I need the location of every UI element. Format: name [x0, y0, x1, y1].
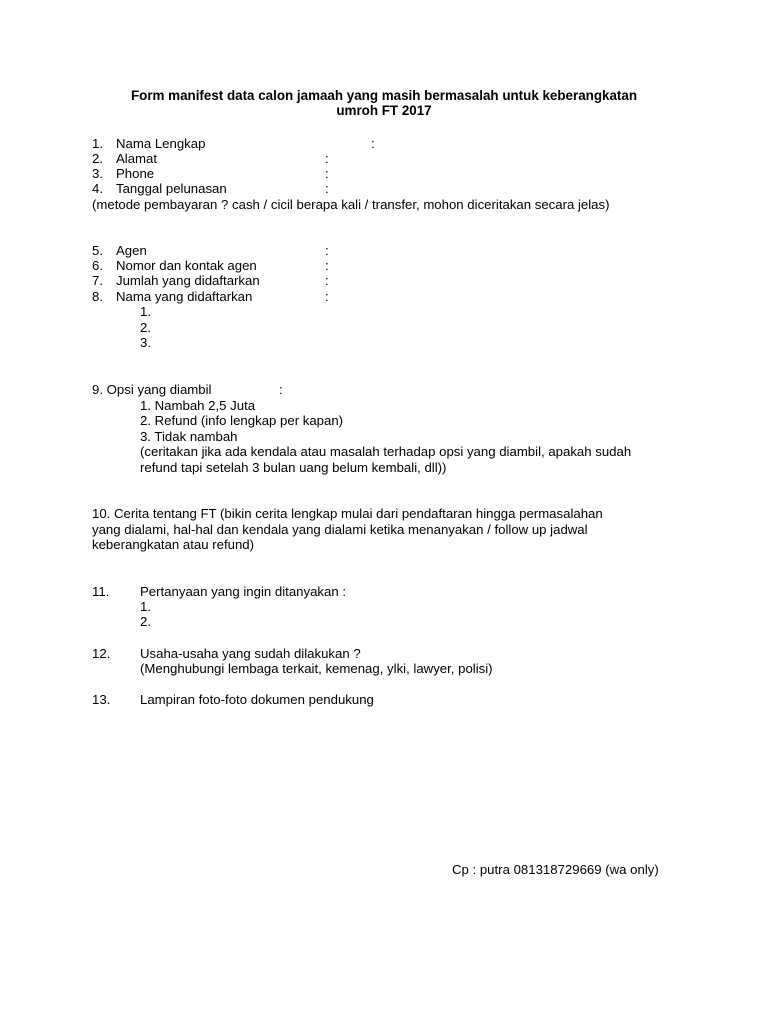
item-8-colon: : [325, 289, 329, 304]
option-note-line-1: (ceritakan jika ada kendala atau masalah terhadap opsi yang diambil, apakah sudah [140, 444, 632, 459]
item-9-label: 9. Opsi yang diambil [92, 382, 212, 397]
item-7-label: Jumlah yang didaftarkan [116, 273, 260, 288]
document-title-line-1: Form manifest data calon jamaah yang masih bermasalah untuk keberangkatan [130, 88, 638, 103]
option-3: 3. Tidak nambah [140, 429, 238, 444]
contact-person: Cp : putra 081318729669 (wa only) [452, 862, 659, 877]
item-1-colon: : [371, 136, 375, 151]
item-12-number: 12. [92, 646, 111, 661]
item-11-number: 11. [92, 584, 110, 599]
option-note-line-2: refund tapi setelah 3 bulan uang belum kembali, dll)) [140, 460, 447, 475]
item-6-colon: : [325, 258, 329, 273]
registered-name-slot-1: 1. [140, 304, 151, 319]
item-7-number: 7. [92, 273, 103, 288]
item-2-label: Alamat [116, 151, 158, 166]
payment-method-note: (metode pembayaran ? cash / cicil berapa kali / transfer, mohon diceritakan secara jelas) [92, 197, 610, 212]
item-6-label: Nomor dan kontak agen [116, 258, 257, 273]
item-13-label: Lampiran foto-foto dokumen pendukung [140, 692, 374, 707]
registered-name-slot-2: 2. [140, 320, 151, 335]
item-6-number: 6. [92, 258, 103, 273]
item-3-label: Phone [116, 166, 155, 181]
item-7-colon: : [325, 273, 329, 288]
item-2-number: 2. [92, 151, 103, 166]
item-5-label: Agen [116, 243, 147, 258]
option-2: 2. Refund (info lengkap per kapan) [140, 413, 344, 428]
item-2-colon: : [325, 151, 329, 166]
item-5-colon: : [325, 243, 329, 258]
item-12-note: (Menghubungi lembaga terkait, kemenag, ylki, lawyer, polisi) [140, 661, 493, 676]
item-12-label: Usaha-usaha yang sudah dilakukan ? [140, 646, 361, 661]
item-8-label: Nama yang didaftarkan [116, 289, 253, 304]
document-title-line-2: umroh FT 2017 [336, 103, 432, 118]
item-11-label: Pertanyaan yang ingin ditanyakan : [140, 584, 347, 599]
item-10-line-3: keberangkatan atau refund) [92, 537, 255, 552]
item-10-line-2: yang dialami, hal-hal dan kendala yang dialami ketika menanyakan / follow up jadwal [92, 522, 588, 537]
item-10-line-1: 10. Cerita tentang FT (bikin cerita lengkap mulai dari pendaftaran hingga permasalahan [92, 506, 603, 521]
registered-name-slot-3: 3. [140, 335, 151, 350]
item-4-number: 4. [92, 181, 103, 196]
item-3-colon: : [325, 166, 329, 181]
item-1-label: Nama Lengkap [116, 136, 206, 151]
item-8-number: 8. [92, 289, 103, 304]
item-4-colon: : [325, 181, 329, 196]
item-5-number: 5. [92, 243, 103, 258]
item-13-number: 13. [92, 692, 111, 707]
item-3-number: 3. [92, 166, 103, 181]
option-1: 1. Nambah 2,5 Juta [140, 398, 256, 413]
item-4-label: Tanggal pelunasan [116, 181, 227, 196]
question-slot-1: 1. [140, 599, 151, 614]
item-1-number: 1. [92, 136, 103, 151]
question-slot-2: 2. [140, 614, 151, 629]
item-9-colon: : [279, 382, 283, 397]
